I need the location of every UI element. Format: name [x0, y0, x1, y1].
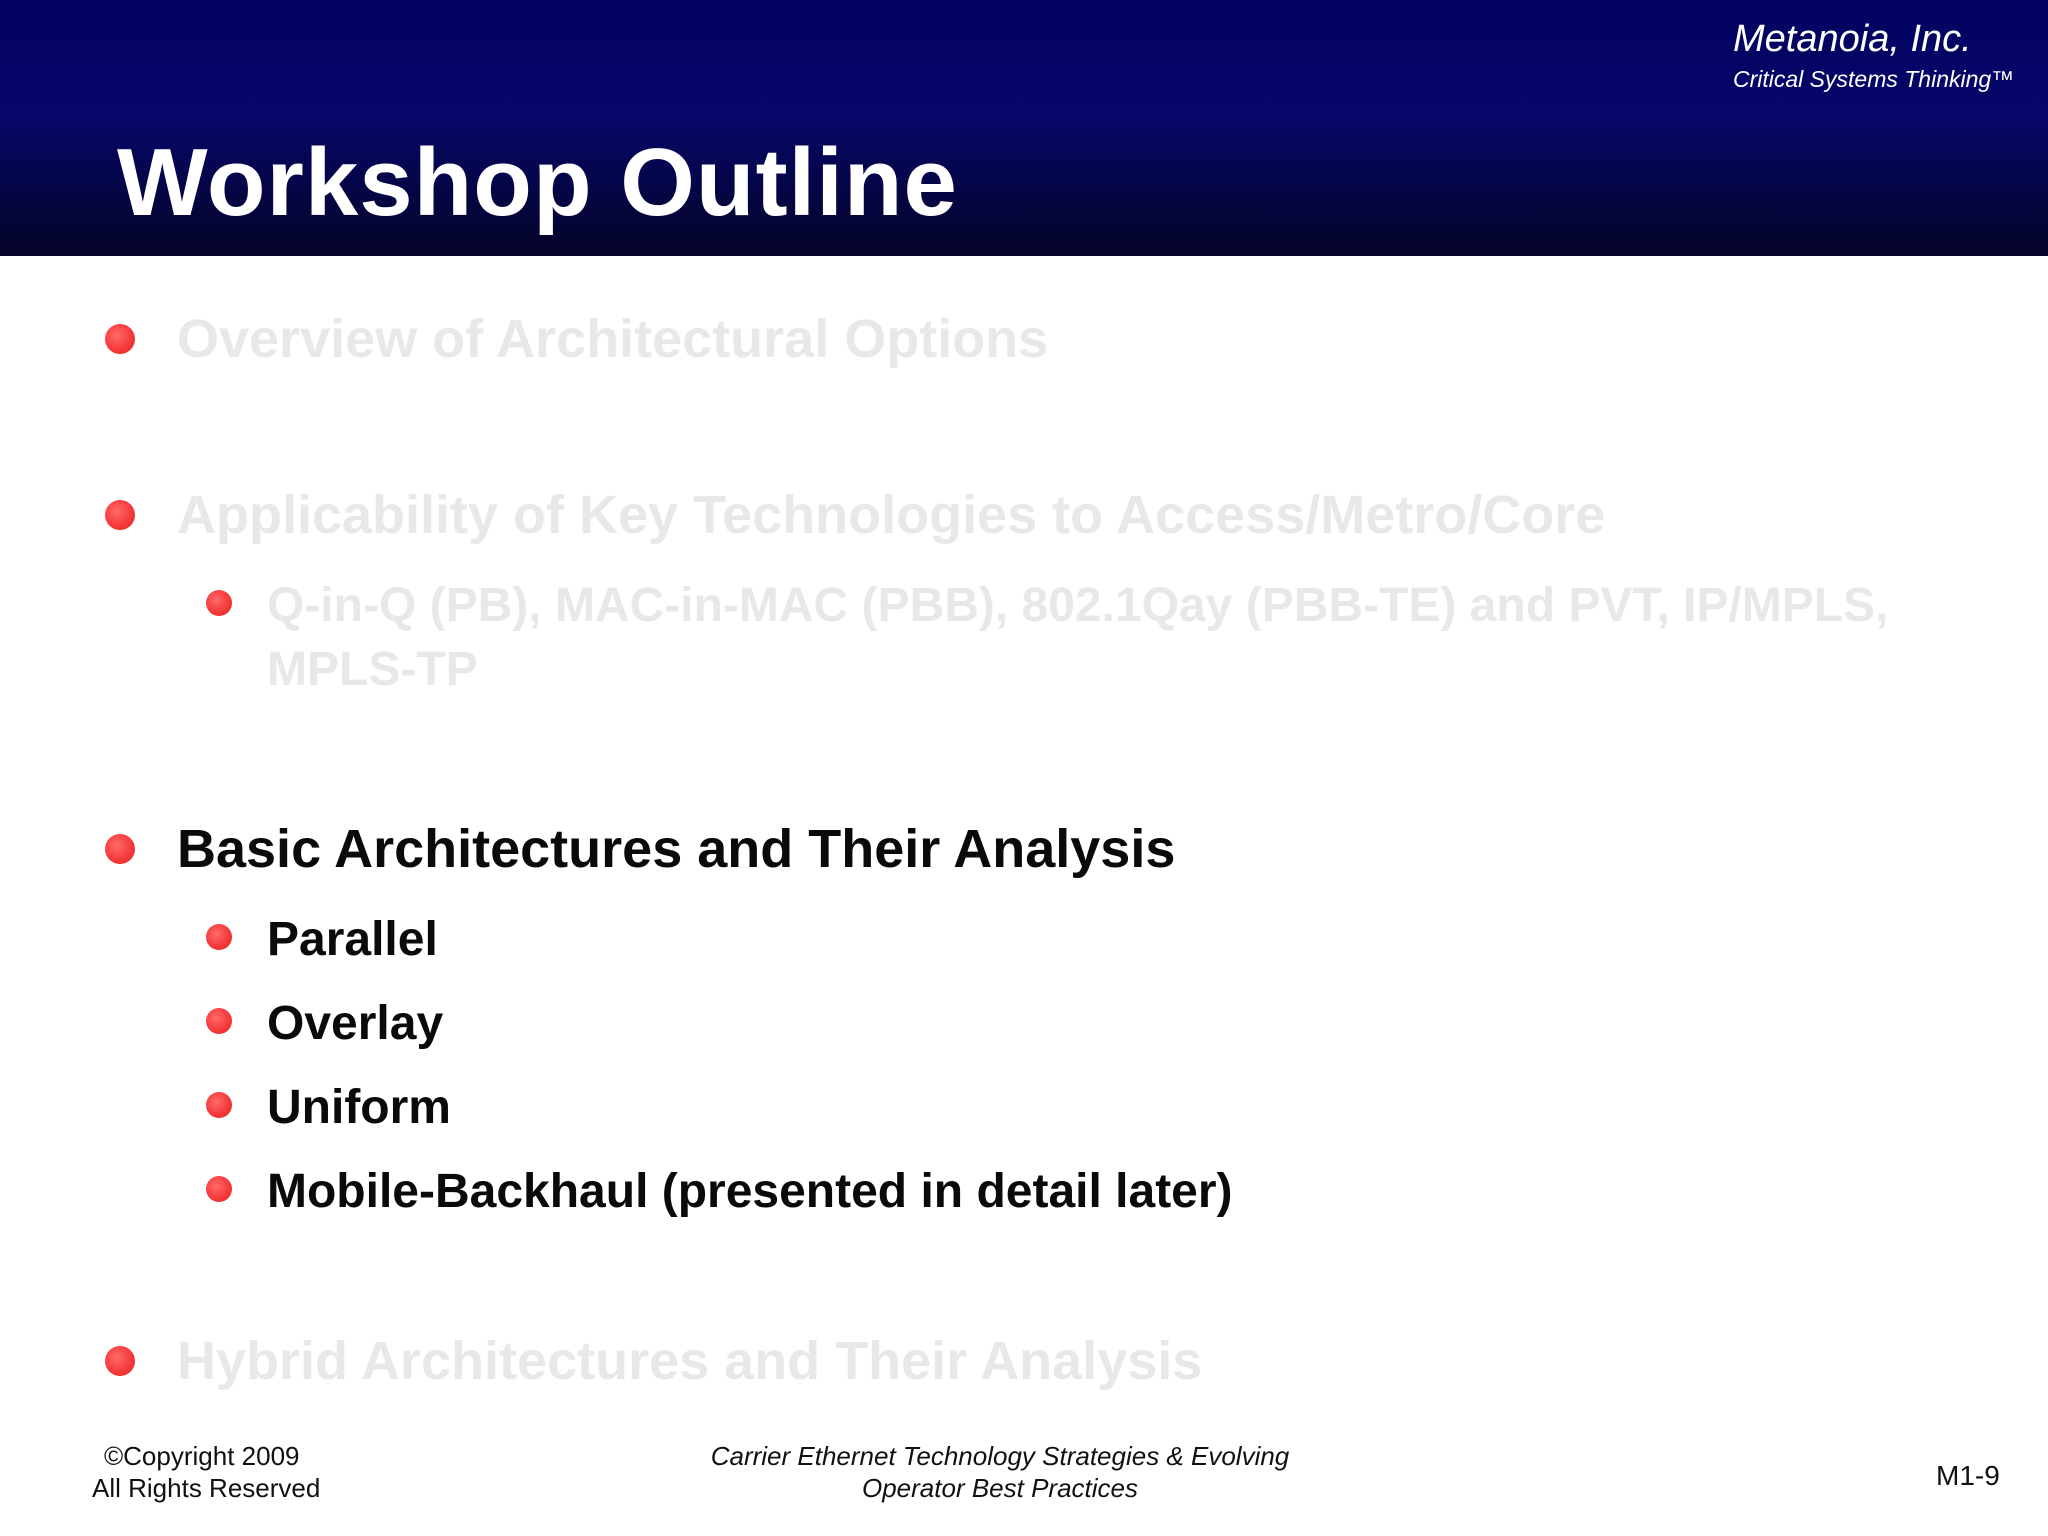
course-title-line1: Carrier Ethernet Technology Strategies & Evolving — [710, 1441, 1290, 1471]
bullet-icon — [206, 1008, 232, 1034]
outline-item-basic-architectures: Basic Architectures and Their Analysis — [177, 819, 1176, 879]
outline-subitem-mobile-backhaul: Mobile-Backhaul (presented in detail later) — [267, 1165, 1233, 1218]
bullet-icon — [105, 1346, 135, 1376]
outline-subitem-uniform: Uniform — [267, 1081, 451, 1134]
outline-subitem-parallel: Parallel — [267, 913, 438, 966]
bullet-icon — [105, 324, 135, 354]
outline-item-hybrid-architectures: Hybrid Architectures and Their Analysis — [177, 1331, 1203, 1391]
company-name: Metanoia, Inc. — [1733, 18, 1972, 60]
outline-subitem-technologies-line2: MPLS-TP — [267, 643, 478, 696]
footer-copyright — [92, 1440, 320, 1504]
course-title-line2: Operator Best Practices — [862, 1473, 1138, 1503]
slide-header — [0, 0, 2048, 256]
bullet-icon — [105, 834, 135, 864]
outline-subitem-technologies-line1: Q-in-Q (PB), MAC-in-MAC (PBB), 802.1Qay (PBB-TE) and PVT, IP/MPLS, — [267, 579, 1889, 632]
slide-title: Workshop Outline — [117, 129, 958, 236]
bullet-icon — [206, 1176, 232, 1202]
footer-course-title — [600, 1440, 1400, 1504]
bullet-icon — [206, 924, 232, 950]
outline-subitem-overlay: Overlay — [267, 997, 444, 1050]
company-tagline: Critical Systems Thinking™ — [1733, 66, 2015, 92]
page-number: M1-9 — [1936, 1460, 2000, 1491]
bullet-icon — [105, 500, 135, 530]
outline-item-applicability: Applicability of Key Technologies to Access/Metro/Core — [177, 485, 1606, 545]
bullet-icon — [206, 590, 232, 616]
outline-item-overview: Overview of Architectural Options — [177, 309, 1049, 369]
bullet-icon — [206, 1092, 232, 1118]
copyright-text: ©Copyright 2009 — [104, 1441, 300, 1471]
rights-text: All Rights Reserved — [92, 1473, 321, 1503]
